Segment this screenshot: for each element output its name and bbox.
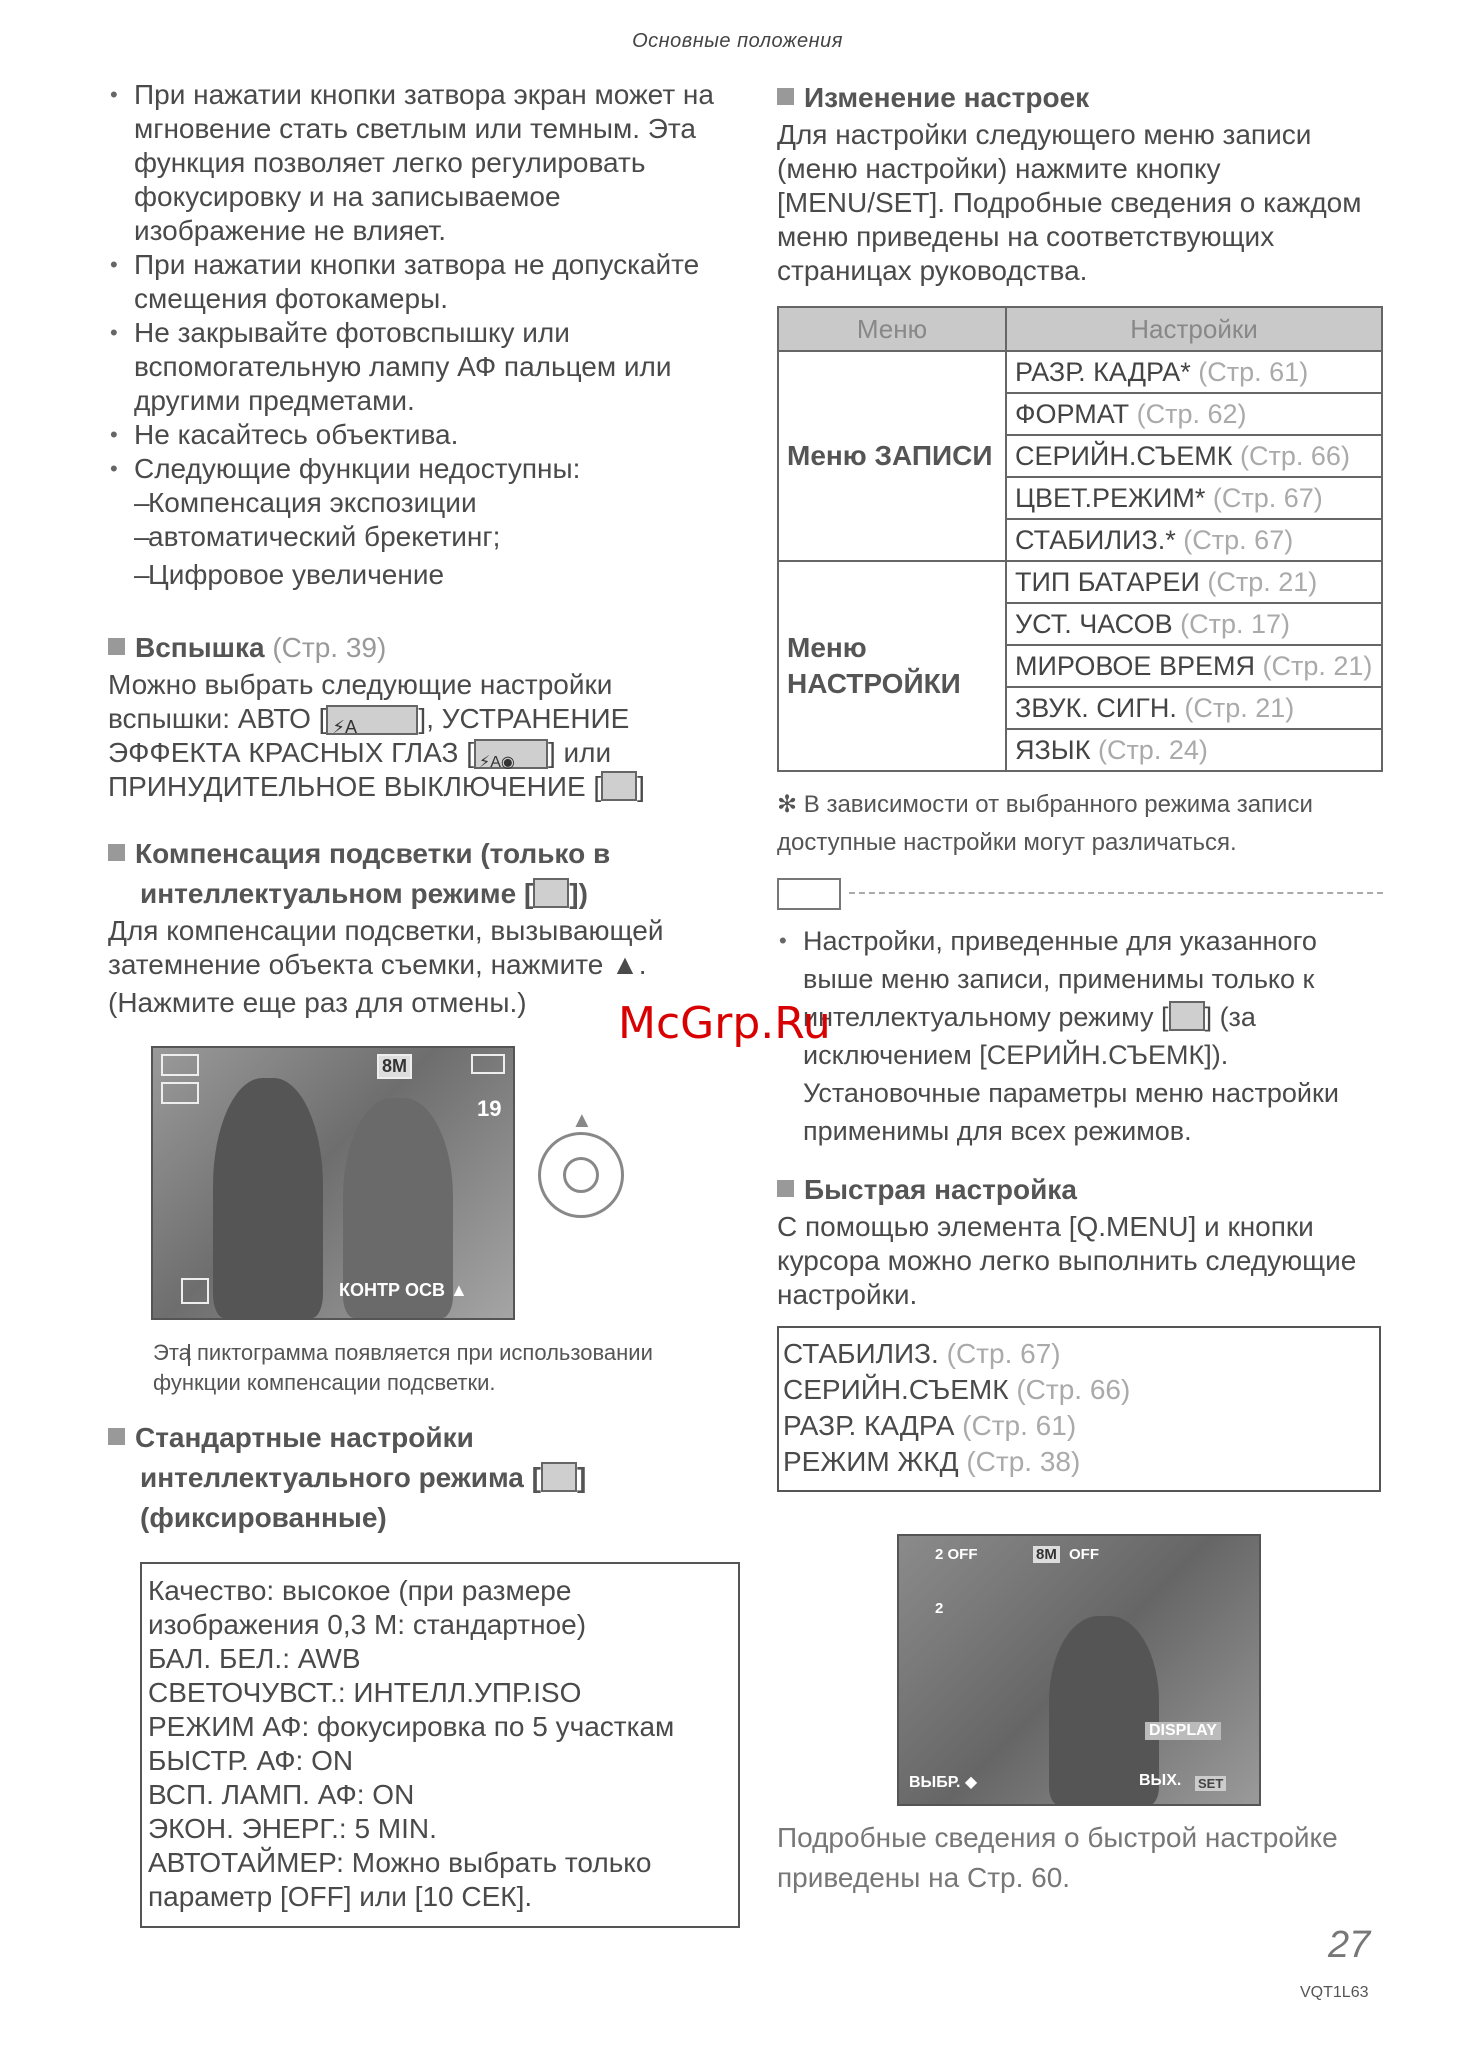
page-code: VQT1L63	[1300, 1984, 1369, 2001]
standard-settings-box	[140, 1562, 740, 1928]
table-header-menu: Меню	[778, 307, 1006, 351]
setting-line: АВТОТАЙМЕР: Можно выбрать только параметр [OFF] или [10 СЕК].	[148, 1847, 652, 1912]
dash-item: –Компенсация экспозиции	[134, 487, 477, 518]
setting-line: ЭКОН. ЭНЕРГ.: 5 MIN.	[148, 1813, 437, 1844]
bullet-item: • Не закрывайте фотовспышку или вспомогательную лампу АФ пальцем или другими предметами.	[110, 317, 672, 416]
quick-settings-heading: Быстрая настройка	[777, 1170, 1383, 1210]
quick-menu-screen	[897, 1534, 1261, 1806]
flash-text: Можно выбрать следующие настройки вспышки: АВТО [ ⚡A ], УСТРАНЕНИЕ ЭФФЕКТА КРАСНЫХ ГЛАЗ [ ⚡A◉ ] или ПРИНУДИТЕЛЬНОЕ ВЫКЛЮЧЕНИЕ [ ]	[108, 669, 645, 802]
burst-icon	[161, 1082, 199, 1104]
setting-line: ВСП. ЛАМП. АФ: ON	[148, 1779, 415, 1810]
set-button-icon: SET	[1195, 1776, 1226, 1791]
flash-off-icon	[601, 771, 637, 801]
select-hint: ВЫБР. ◆	[909, 1774, 978, 1791]
resolution-setting: 8M	[1033, 1546, 1060, 1563]
table-row: Меню НАСТРОЙКИ ТИП БАТАРЕИ (Стр. 21)	[778, 561, 1382, 603]
table-row: ЯЗЫК (Стр. 24)	[778, 729, 1382, 771]
camera-screen	[151, 1046, 515, 1320]
flash-heading: Вспышка (Стр. 39)	[108, 628, 728, 668]
resolution-indicator: 8M	[377, 1054, 412, 1079]
backlight-figure	[108, 1046, 728, 1320]
note-text: • Настройки, приведенные для указанного выше меню записи, применимы только к интеллектуальному режиму [ ] (за исключением [СЕРИЙН.СЪЕМК]). Установочные параметры меню настройки применимы для всех режимов.	[779, 926, 1339, 1146]
setting-line: СВЕТОЧУВСТ.: ИНТЕЛЛ.УПР.ISO	[148, 1677, 582, 1708]
display-button: DISPLAY	[1145, 1722, 1221, 1740]
note-divider	[777, 878, 1383, 908]
dash-item: –автоматический брекетинг;	[134, 521, 501, 552]
setting-line: РЕЖИМ АФ: фокусировка по 5 участкам	[148, 1711, 675, 1742]
burst-setting: 2 OFF	[935, 1546, 978, 1563]
mode-icon	[161, 1054, 199, 1076]
page-header: Основные положения	[632, 30, 843, 52]
table-header-settings: Настройки	[1006, 307, 1382, 351]
table-row: ФОРМАТ (Стр. 62)	[778, 393, 1382, 435]
change-settings-text: Для настройки следующего меню записи (меню настройки) нажмите кнопку [MENU/SET]. Подробные сведения о каждом меню приведены на соответствующих страницах руководства.	[777, 119, 1362, 286]
menu-group-rec: Меню ЗАПИСИ	[778, 351, 1006, 561]
table-row: Меню ЗАПИСИ РАЗР. КАДРА* (Стр. 61)	[778, 351, 1382, 393]
figure-caption: Эта пиктограмма появляется при использовании функции компенсации подсветки.	[153, 1340, 653, 1395]
section-square-icon	[108, 1428, 125, 1445]
backlight-label: КОНТР ОСВ ▲	[339, 1280, 468, 1300]
quick-item: РАЗР. КАДРА (Стр. 61)	[783, 1410, 1077, 1441]
backlight-text-2: (Нажмите еще раз для отмены.)	[108, 987, 527, 1018]
section-square-icon	[777, 88, 794, 105]
menu-group-setup: Меню НАСТРОЙКИ	[778, 561, 1006, 771]
section-square-icon	[108, 638, 125, 655]
burst-indicator: 2	[935, 1600, 944, 1617]
watermark: McGrp.Ru	[618, 998, 831, 1049]
setting-line: БАЛ. БЕЛ.: AWB	[148, 1643, 361, 1674]
table-row: СТАБИЛИЗ.* (Стр. 67)	[778, 519, 1382, 561]
cursor-dial-icon: ▲	[538, 1132, 624, 1218]
note-icon	[777, 878, 841, 910]
exit-hint: ВЫХ.	[1139, 1772, 1182, 1789]
table-row: СЕРИЙН.СЪЕМК (Стр. 66)	[778, 435, 1382, 477]
quick-item: СТАБИЛИЗ. (Стр. 67)	[783, 1338, 1061, 1369]
bullet-item: • При нажатии кнопки затвора экран может на мгновение стать светлым или темным. Эта функция позволяет легко регулировать фокусировку и на записываемое изображение не влияет.	[110, 79, 714, 246]
backlight-heading: Компенсация подсветки (только в интеллектуальном режиме [ ])	[108, 834, 728, 914]
backlight-text: Для компенсации подсветки, вызывающей затемнение объекта съемки, нажмите ▲.	[108, 915, 664, 980]
battery-icon	[471, 1054, 505, 1074]
bullet-item: • При нажатии кнопки затвора не допускайте смещения фотокамеры.	[110, 249, 700, 314]
page-number: 27	[1328, 1924, 1371, 1966]
setting-line: БЫСТР. АФ: ON	[148, 1745, 354, 1776]
quick-item: СЕРИЙН.СЪЕМК (Стр. 66)	[783, 1374, 1131, 1405]
intelligent-auto-icon	[541, 1462, 577, 1492]
menu-table	[777, 306, 1383, 772]
intelligent-auto-icon	[533, 878, 569, 908]
dash-item: –Цифровое увеличение	[134, 559, 445, 590]
backlight-compensation-icon	[181, 1278, 209, 1304]
right-column	[777, 78, 1383, 1898]
bullet-item: • Не касайтесь объектива.	[110, 419, 459, 450]
table-row: УСТ. ЧАСОВ (Стр. 17)	[778, 603, 1382, 645]
intelligent-auto-icon	[1169, 1001, 1205, 1031]
quick-settings-footer: Подробные сведения о быстрой настройке приведены на Стр. 60.	[777, 1822, 1338, 1893]
table-row: МИРОВОЕ ВРЕМЯ (Стр. 21)	[778, 645, 1382, 687]
section-square-icon	[108, 844, 125, 861]
bullet-item: • Следующие функции недоступны:	[110, 453, 581, 484]
setting-line: Качество: высокое (при размере изображения 0,3 M: стандартное)	[148, 1575, 587, 1640]
flash-auto-icon: ⚡A	[326, 705, 418, 735]
quick-item: РЕЖИМ ЖКД (Стр. 38)	[783, 1446, 1081, 1477]
change-settings-heading: Изменение настроек	[777, 78, 1383, 118]
quick-settings-box	[777, 1326, 1381, 1492]
table-row: ЦВЕТ.РЕЖИМ* (Стр. 67)	[778, 477, 1382, 519]
standard-settings-heading: Стандартные настройки интеллектуального режима [ ] (фиксированные)	[108, 1418, 728, 1538]
lcd-setting: OFF	[1069, 1546, 1099, 1563]
table-footnote: ✻ В зависимости от выбранного режима записи доступные настройки могут различаться.	[777, 791, 1313, 856]
section-square-icon	[777, 1180, 794, 1197]
quick-settings-text: С помощью элемента [Q.MENU] и кнопки курсора можно легко выполнить следующие настройки.	[777, 1211, 1357, 1310]
shots-remaining: 19	[477, 1096, 502, 1121]
flash-redeye-icon: ⚡A◉	[474, 739, 548, 769]
table-row: ЗВУК. СИГН. (Стр. 21)	[778, 687, 1382, 729]
